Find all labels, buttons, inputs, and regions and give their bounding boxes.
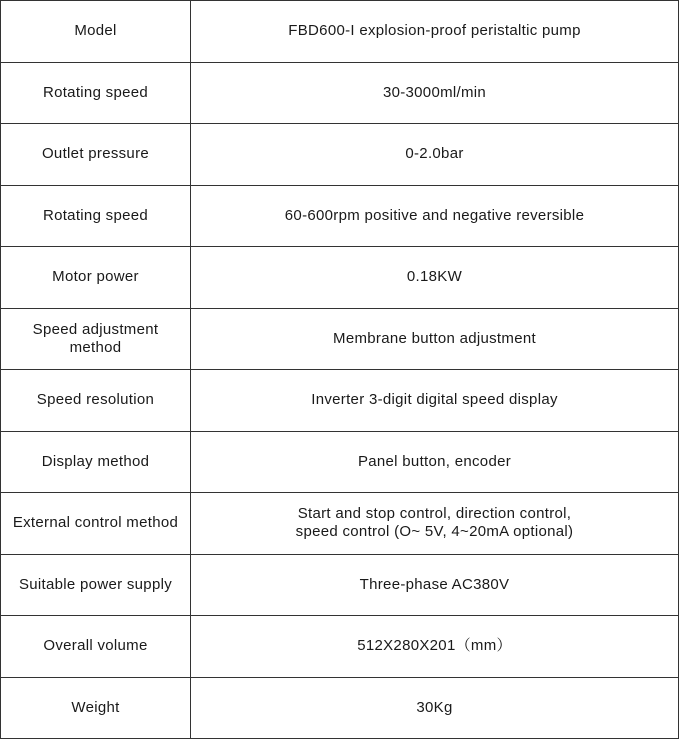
spec-value: Inverter 3-digit digital speed display [191, 370, 679, 432]
spec-label: Speed resolution [1, 370, 191, 432]
table-row [1, 616, 679, 678]
spec-label: Outlet pressure [1, 124, 191, 186]
spec-value-line: Start and stop control, direction control, [297, 505, 572, 523]
table-row [1, 554, 679, 616]
spec-value: 30Kg [191, 677, 679, 739]
spec-label: Suitable power supply [1, 554, 191, 616]
spec-value [191, 493, 679, 555]
spec-label: Motor power [1, 247, 191, 309]
table-row [1, 62, 679, 124]
spec-value: 30-3000ml/min [191, 62, 679, 124]
spec-value: Membrane button adjustment [191, 308, 679, 370]
spec-label: Rotating speed [1, 62, 191, 124]
table-row [1, 431, 679, 493]
spec-label-line: method [69, 338, 122, 356]
table-row [1, 185, 679, 247]
table-row [1, 493, 679, 555]
table-row [1, 247, 679, 309]
spec-label [1, 308, 191, 370]
table-row [1, 1, 679, 63]
spec-value-line: speed control (O~ 5V, 4~20mA optional) [295, 523, 574, 541]
table-row [1, 370, 679, 432]
table-row [1, 677, 679, 739]
table-row [1, 308, 679, 370]
spec-label-line: Speed adjustment [32, 320, 159, 338]
spec-value: 60-600rpm positive and negative reversible [191, 185, 679, 247]
spec-value: Panel button, encoder [191, 431, 679, 493]
spec-value: 512X280X201（mm） [191, 616, 679, 678]
table-row [1, 124, 679, 186]
spec-label: Rotating speed [1, 185, 191, 247]
spec-label: Weight [1, 677, 191, 739]
spec-value: Three-phase AC380V [191, 554, 679, 616]
spec-label: Display method [1, 431, 191, 493]
spec-value: 0.18KW [191, 247, 679, 309]
spec-label: Model [1, 1, 191, 63]
spec-value: 0-2.0bar [191, 124, 679, 186]
spec-label: External control method [1, 493, 191, 555]
spec-value: FBD600-I explosion-proof peristaltic pump [191, 1, 679, 63]
spec-label: Overall volume [1, 616, 191, 678]
